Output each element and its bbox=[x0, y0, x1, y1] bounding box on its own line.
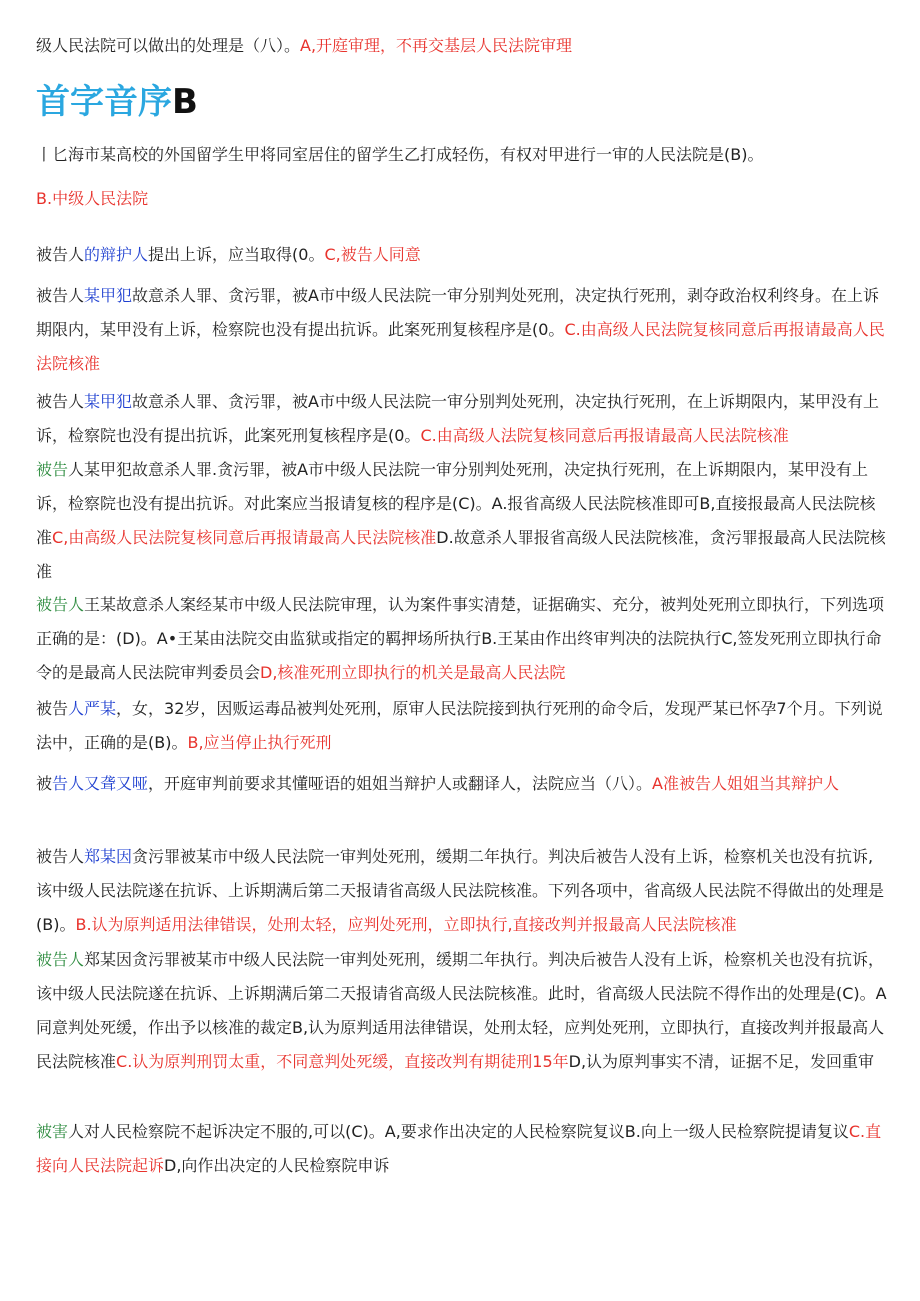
top-line bbox=[36, 29, 888, 63]
keyword-highlight: 告人又聋又哑 bbox=[52, 774, 149, 793]
question-text: 人对人民检察院不起诉决定不服的,可以(C)。A,要求作出决定的人民检察院复议B.向上一级人民检察院提请复议 bbox=[68, 1122, 849, 1141]
answer-text: C.认为原判刑罚太重，不同意判处死缓，直接改判有期徒刑15年 bbox=[116, 1052, 569, 1071]
question-text: 提出上诉，应当取得(0。 bbox=[148, 245, 325, 264]
keyword-highlight: 被告 bbox=[36, 460, 69, 479]
question-4: 被告人某甲犯故意杀人罪、贪污罪，被A市中级人民法院一审分别判处死刑，决定执行死刑，在上诉期限内，某甲没有上诉，检察院也没有提出抗诉，此案死刑复核程序是(0。C.由高级人法院复核同意后再报请最高人民法院核准 bbox=[36, 392, 879, 445]
question-6 bbox=[36, 588, 888, 690]
question-7: 被告人严某，女，32岁，因贩运毒品被判处死刑，原审人民法院接到执行死刑的命令后，发现严某已怀孕7个月。下列说法中，正确的是(B)。B,应当停止执行死刑 bbox=[36, 699, 883, 752]
option-text: D.故意杀人罪报省高级人民法院核准，贪污罪报最高人民法院核准 bbox=[36, 528, 886, 581]
question-8: 被告人又聋又哑，开庭审判前要求其懂哑语的姐姐当辩护人或翻译人，法院应当（八）。A准被告人姐姐当其辩护人 bbox=[36, 774, 839, 793]
keyword-highlight: 的辩护人 bbox=[84, 245, 149, 264]
question-5 bbox=[36, 453, 888, 589]
keyword-highlight: 被告人 bbox=[36, 950, 85, 969]
question-text: 级人民法院可以做出的处理是（八）。 bbox=[36, 36, 301, 55]
option-text: D,向作出决定的人民检察院申诉 bbox=[164, 1156, 390, 1175]
answer-text: B.认为原判适用法律错误，处刑太轻，应判处死刑，立即执行,直接改判并报最高人民法院核准 bbox=[75, 915, 737, 934]
answer-1 bbox=[36, 182, 888, 216]
answer-text: B.中级人民法院 bbox=[36, 189, 149, 208]
keyword-highlight: 被告人 bbox=[36, 595, 85, 614]
question-text: 丨匕海市某高校的外国留学生甲将同室居住的留学生乙打成轻伤，有权对甲进行一审的人民法院是(B)。 bbox=[36, 145, 764, 164]
question-text: ，女，32岁，因贩运毒品被判处死刑，原审人民法院接到执行死刑的命令后，发现严某已怀孕7个月。下列说法中，正确的是(B)。 bbox=[36, 699, 883, 752]
question-text: 故意杀人罪、贪污罪，被A市中级人民法院一审分别判处死刑，决定执行死刑，在上诉期限内，某甲没有上诉，检察院也没有提出抗诉，此案死刑复核程序是(0。 bbox=[36, 392, 879, 445]
question-3: 被告人某甲犯故意杀人罪、贪污罪，被A市中级人民法院一审分别判处死刑，决定执行死刑，剥夺政治权利终身。在上诉期限内，某甲没有上诉，检察院也没有提出抗诉。此案死刑复核程序是(0。C.由高级人民法院复核同意后再报请最高人民法院核准 bbox=[36, 286, 885, 373]
answer-text: A,开庭审理，不再交基层人民法院审理 bbox=[300, 36, 573, 55]
question-text: 王某故意杀人案经某市中级人民法院审理，认为案件事实清楚，证据确实、充分，被判处死刑立即执行，下列选项正确的是：(D)。A•王某由法院交由监狱或指定的羁押场所执行B.王某由作出终审判决的法院执行C,签发死刑立即执行命令的是最高人民法院审判委员会 bbox=[36, 595, 885, 682]
question-text: 人某甲犯故意杀人罪.贪污罪，被A市中级人民法院一审分别判处死刑，决定执行死刑，在上诉期限内，某甲没有上诉，检察院也没有提出抗诉。对此案应当报请复核的程序是(C)。A.报省高级人民法院核准即可B,直接报最高人民法院核准 bbox=[36, 460, 876, 547]
section-title: 首字音序 bbox=[36, 82, 172, 122]
answer-text: C.由高级人法院复核同意后再报请最高人民法院核准 bbox=[420, 426, 789, 445]
question-text: ，开庭审判前要求其懂哑语的姐姐当辩护人或翻译人，法院应当（八）。 bbox=[148, 774, 653, 793]
question-9: 被告人郑某因贪污罪被某市中级人民法院一审判处死刑，缓期二年执行。判决后被告人没有上诉，检察机关也没有抗诉,该中级人民法院遂在抗诉、上诉期满后第二天报请省高级人民法院核准。下列各项中，省高级人民法院不得做出的处理是(B)。B.认为原判适用法律错误，处刑太轻，应判处死刑，立即执行,直接改判并报最高人民法院核准 bbox=[36, 847, 885, 934]
keyword-highlight: 被害 bbox=[36, 1122, 69, 1141]
option-text: D,认为原判事实不清，证据不足，发回重审 bbox=[568, 1052, 875, 1071]
keyword-highlight: 人严某 bbox=[68, 699, 117, 718]
question-2: 被告人的辩护人提出上诉，应当取得(0。C,被告人同意 bbox=[36, 245, 421, 264]
answer-text: D,核准死刑立即执行的机关是最高人民法院 bbox=[260, 663, 566, 682]
keyword-highlight: 郑某因 bbox=[84, 847, 133, 866]
question-10 bbox=[36, 943, 888, 1079]
section-letter: B bbox=[172, 82, 198, 122]
answer-text: B,应当停止执行死刑 bbox=[187, 733, 332, 752]
keyword-highlight: 某甲犯 bbox=[84, 392, 133, 411]
question-text: 郑某因贪污罪被某市中级人民法院一审判处死刑，缓期二年执行。判决后被告人没有上诉，检察机关也没有抗诉，该中级人民法院遂在抗诉、上诉期满后第二天报请省高级人民法院核准。此时，省高级人民法院不得作出的处理是(C)。A同意判处死缓，作出予以核准的裁定B,认为原判适用法律错误，处刑太轻，应判处死刑，立即执行，直接改判并报最高人民法院核准 bbox=[36, 950, 887, 1071]
answer-text: C,被告人同意 bbox=[324, 245, 421, 264]
question-text: 故意杀人罪、贪污罪，被A市中级人民法院一审分别判处死刑，决定执行死刑，剥夺政治权利终身。在上诉期限内，某甲没有上诉，检察院也没有提出抗诉。此案死刑复核程序是(0。 bbox=[36, 286, 879, 339]
answer-text: C.由高级人民法院复核同意后再报请最高人民法院核准 bbox=[36, 320, 885, 373]
question-text: 贪污罪被某市中级人民法院一审判处死刑，缓期二年执行。判决后被告人没有上诉，检察机关也没有抗诉,该中级人民法院遂在抗诉、上诉期满后第二天报请省高级人民法院核准。下列各项中，省高级人民法院不得做出的处理是(B)。 bbox=[36, 847, 885, 934]
question-1 bbox=[36, 138, 888, 172]
keyword-highlight: 某甲犯 bbox=[84, 286, 133, 305]
answer-text: C.直接向人民法院起诉 bbox=[36, 1122, 882, 1175]
answer-text: C,由高级人民法院复核同意后再报请最高人民法院核准 bbox=[52, 528, 437, 547]
section-heading bbox=[36, 78, 198, 126]
answer-text: A准被告人姐姐当其辩护人 bbox=[652, 774, 839, 793]
question-11 bbox=[36, 1115, 888, 1183]
